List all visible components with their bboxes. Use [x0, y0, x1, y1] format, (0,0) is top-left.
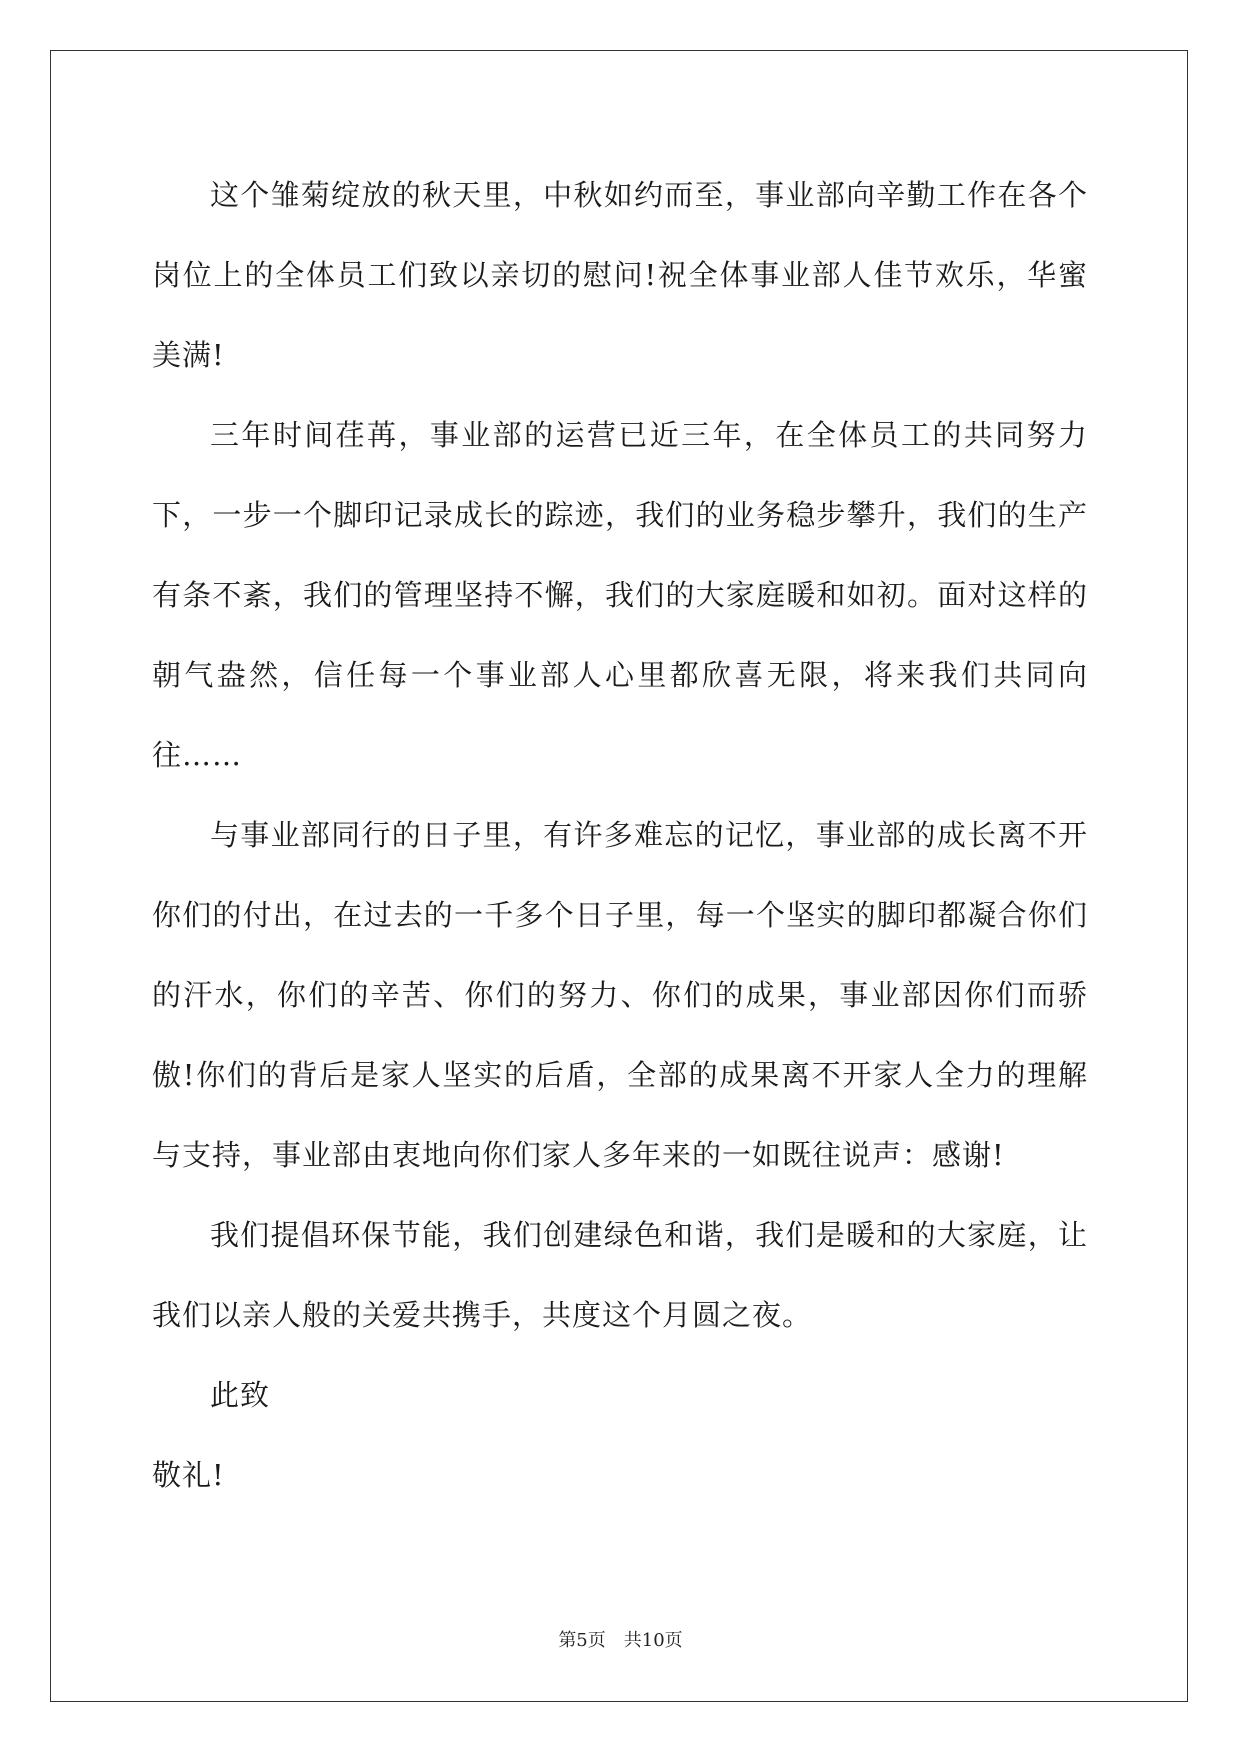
paragraph-salutation: 此致	[210, 1378, 271, 1412]
closing-text: 敬礼!	[152, 1458, 225, 1492]
paragraph-greeting: 这个雏菊绽放的秋天里，中秋如约而至，事业部向辛勤工作在各个岗位上的全体员工们致以亲切的慰问!祝全体事业部人佳节欢乐，华蜜美满!	[152, 178, 1088, 372]
paragraph-journey: 与事业部同行的日子里，有许多难忘的记忆，事业部的成长离不开你们的付出，在过去的一千多个日子里，每一个坚实的脚印都凝合你们的汗水，你们的辛苦、你们的努力、你们的成果，事业部因你们而骄傲!你们的背后是家人坚实的后盾，全部的成果离不开家人全力的理解与支持，事业部由衷地向你们家人多年来的一如既往说声：感谢!	[152, 818, 1088, 1172]
paragraph-values: 我们提倡环保节能，我们创建绿色和谐，我们是暖和的大家庭，让我们以亲人般的关爱共携手，共度这个月圆之夜。	[152, 1218, 1088, 1332]
paragraph-three-years: 三年时间荏苒，事业部的运营已近三年，在全体员工的共同努力下，一步一个脚印记录成长的踪迹，我们的业务稳步攀升，我们的生产有条不紊，我们的管理坚持不懈，我们的大家庭暖和如初。面对这样的朝气盎然，信任每一个事业部人心里都欣喜无限，将来我们共同向往……	[152, 418, 1088, 772]
page-total: 共10页	[623, 1630, 683, 1651]
page-footer	[0, 1626, 1241, 1652]
document-body	[152, 155, 1088, 1515]
page-number: 第5页	[558, 1630, 606, 1651]
